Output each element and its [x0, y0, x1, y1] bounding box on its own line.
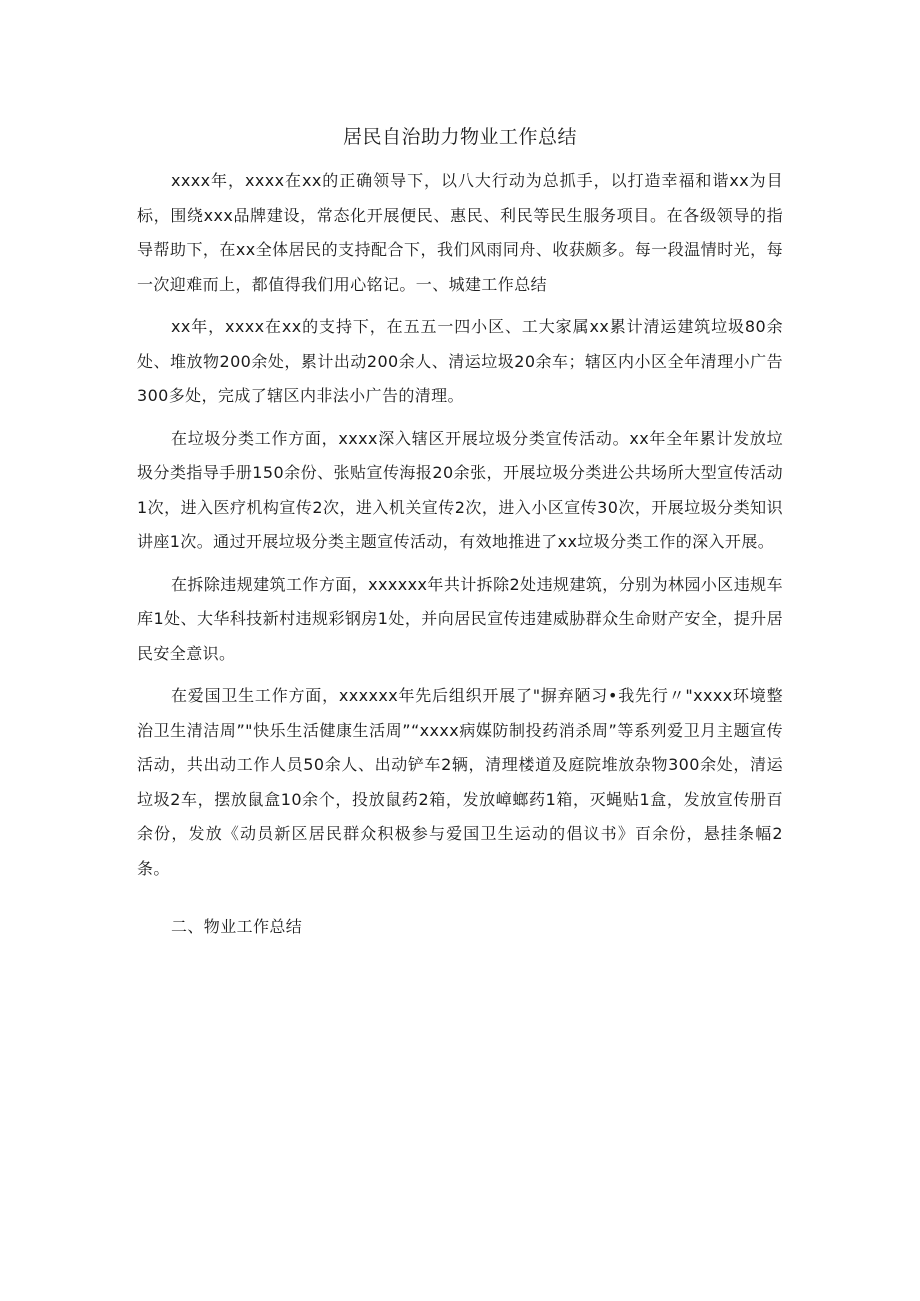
- document-body: [137, 164, 783, 945]
- paragraph-intro: xxxx年，xxxx在xx的正确领导下，以八大行动为总抓手，以打造幸福和谐xx为目标，围绕xxx品牌建设，常态化开展便民、惠民、利民等民生服务项目。在各级领导的指导帮助下，在xx全体居民的支持配合下，我们风雨同舟、收获颇多。每一段温情时光，每一次迎难而上，都值得我们用心铭记。一、城建工作总结: [137, 171, 783, 294]
- paragraph-illegal-buildings: 在拆除违规建筑工作方面，xxxxxx年共计拆除2处违规建筑，分别为林园小区违规车库1处、大华科技新村违规彩钢房1处，并向居民宣传违建威胁群众生命财产安全，提升居民安全意识。: [137, 574, 783, 663]
- paragraph-garbage-sorting: 在垃圾分类工作方面，xxxx深入辖区开展垃圾分类宣传活动。xx年全年累计发放垃圾分类指导手册150余份、张贴宣传海报20余张，开展垃圾分类进公共场所大型宣传活动1次，进入医疗机构宣传2次，进入机关宣传2次，进入小区宣传30次，开展垃圾分类知识讲座1次。通过开展垃圾分类主题宣传活动，有效地推进了xx垃圾分类工作的深入开展。: [137, 428, 783, 551]
- paragraph-patriotic-health: 在爱国卫生工作方面，xxxxxx年先后组织开展了"摒弃陋习•我先行〃"xxxx环境整治卫生清洁周”"快乐生活健康生活周”“xxxx病媒防制投药消杀周”等系列爱卫月主题宣传活动，共出动工作人员50余人、出动铲车2辆，清理楼道及庭院堆放杂物300余处，清运垃圾2车，摆放鼠盒10余个，投放鼠药2箱，发放嶂螂药1箱，灭蝇贴1盒，发放宣传册百余份，发放《动员新区居民群众积极参与爱国卫生运动的倡议书》百余份，悬挂条幅2条。: [137, 686, 783, 878]
- section-heading-property: 二、物业工作总结: [171, 917, 303, 936]
- paragraph-construction-cleanup: xx年，xxxx在xx的支持下，在五五一四小区、工大家属xx累计清运建筑垃圾80余处、堆放物200余处，累计出动200余人、清运垃圾20余车；辖区内小区全年清理小广告300多处，完成了辖区内非法小广告的清理。: [137, 317, 783, 405]
- document-title: 居民自治助力物业工作总结: [342, 126, 577, 148]
